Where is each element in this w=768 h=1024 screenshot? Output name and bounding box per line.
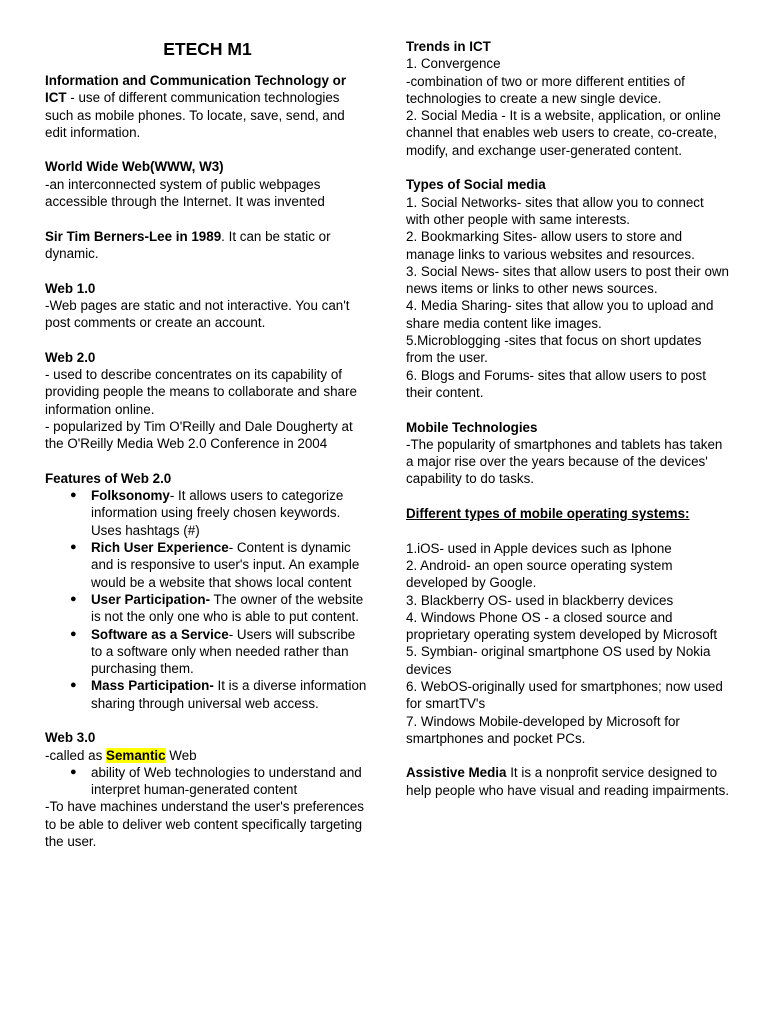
ict-term: Information and Communication Technology or ICT xyxy=(45,73,347,106)
list-item: 5.Microblogging -sites that focus on short updates from the user. xyxy=(406,333,702,366)
web2-definition-2: - popularized by Tim O'Reilly and Dale Dougherty at the O'Reilly Media Web 2.0 Conference in 2004 xyxy=(45,418,353,452)
list-item: 2. Android- an open source operating system developed by Google. xyxy=(406,557,673,591)
bullet-icon: ● xyxy=(70,489,77,502)
bullet-icon: ● xyxy=(70,541,77,554)
features-list xyxy=(45,487,370,712)
left-column xyxy=(45,38,370,850)
www-inventor: Sir Tim Berners-Lee in 1989 xyxy=(45,228,222,244)
web3-heading: Web 3.0 xyxy=(45,730,96,746)
trend-1-definition: -combination of two or more different entities of technologies to create a new single device. xyxy=(406,73,685,106)
list-item: 6. WebOS-originally used for smartphones; now used for smartTV's xyxy=(406,678,723,712)
web3-list xyxy=(45,764,370,799)
features-heading: Features of Web 2.0 xyxy=(45,470,172,486)
bullet-icon: ● xyxy=(70,765,77,778)
list-item: 6. Blogs and Forums- sites that allow users to post their content. xyxy=(406,367,706,400)
list-item: ● ability of Web technologies to understand and interpret human-generated content xyxy=(70,764,362,798)
list-item: ● Mass Participation- It is a diverse information sharing through universal web access. xyxy=(70,678,367,711)
trend-2: 2. Social Media - It is a website, application, or online channel that enables web users to create, co-create, modify, and exchange user-generated content. xyxy=(406,108,721,158)
list-item: 3. Blackberry OS- used in blackberry devices xyxy=(406,592,674,608)
list-item: 3. Social News- sites that allow users to post their own news items or links to other news sources. xyxy=(406,263,730,297)
bullet-icon: ● xyxy=(70,627,77,640)
www-definition: -an interconnected system of public webpages accessible through the Internet. It was invented xyxy=(45,176,325,210)
mobile-heading: Mobile Technologies xyxy=(406,419,538,435)
list-item: 7. Windows Mobile-developed by Microsoft for smartphones and pocket PCs. xyxy=(406,713,680,746)
page-title: ETECH M1 xyxy=(163,39,252,59)
list-item: ● Software as a Service- Users will subscribe to a software only when needed rather than purchasing them. xyxy=(70,626,356,677)
www-inventor-paragraph: Sir Tim Berners-Lee in 1989. It can be static or dynamic. xyxy=(45,228,331,261)
list-item: 1. Social Networks- sites that allow you to connect with other people with same interests. xyxy=(406,194,704,227)
list-item: ● Folksonomy- It allows users to categorize information using freely chosen keywords. Uses hashtags (#) xyxy=(70,488,344,538)
web1-heading: Web 1.0 xyxy=(45,280,96,296)
right-column xyxy=(406,38,731,799)
os-heading: Different types of mobile operating systems: xyxy=(406,506,690,522)
bullet-icon: ● xyxy=(70,592,77,605)
list-item: 1.iOS- used in Apple devices such as Iphone xyxy=(406,540,672,556)
types-heading: Types of Social media xyxy=(406,177,546,193)
trends-heading: Trends in ICT xyxy=(406,39,491,54)
list-item: 4. Media Sharing- sites that allow you to upload and share media content like images. xyxy=(406,298,714,331)
assistive-paragraph: Assistive Media It is a nonprofit service designed to help people who have visual and reading impairments. xyxy=(406,765,730,798)
assistive-term: Assistive Media xyxy=(406,765,507,781)
mobile-definition: -The popularity of smartphones and tablets has taken a major rise over the years because of the devices' capability to do tasks. xyxy=(406,436,723,487)
semantic-highlight: Semantic xyxy=(106,747,166,763)
list-item: 4. Windows Phone OS - a closed source and proprietary operating system developed by Microsoft xyxy=(406,609,718,643)
ict-paragraph xyxy=(45,72,370,141)
list-item: 5. Symbian- original smartphone OS used by Nokia devices xyxy=(406,644,711,677)
trend-1: 1. Convergence xyxy=(406,56,501,72)
list-item: ● Rich User Experience- Content is dynamic and is responsive to user's input. An example would be a website that shows local content xyxy=(70,540,360,590)
web1-definition: -Web pages are static and not interactive. You can't post comments or create an account. xyxy=(45,297,350,331)
www-heading: World Wide Web(WWW, W3) xyxy=(45,159,224,175)
web3-definition: -To have machines understand the user's preferences to be able to deliver web content specifically targeting the user. xyxy=(45,799,364,850)
bullet-icon: ● xyxy=(70,679,77,692)
web2-definition-1: - used to describe concentrates on its capability of providing people the means to collaborate and share information online. xyxy=(45,367,357,417)
list-item: ● User Participation- The owner of the website is not the only one who is able to put content. xyxy=(70,591,364,625)
web3-called-paragraph: -called as Semantic Web xyxy=(45,747,197,763)
web2-heading: Web 2.0 xyxy=(45,349,96,365)
ict-definition: - use of different communication technologies such as mobile phones. To locate, save, send, and edit information. xyxy=(45,90,345,140)
list-item: 2. Bookmarking Sites- allow users to store and manage links to various websites and resources. xyxy=(406,229,695,262)
